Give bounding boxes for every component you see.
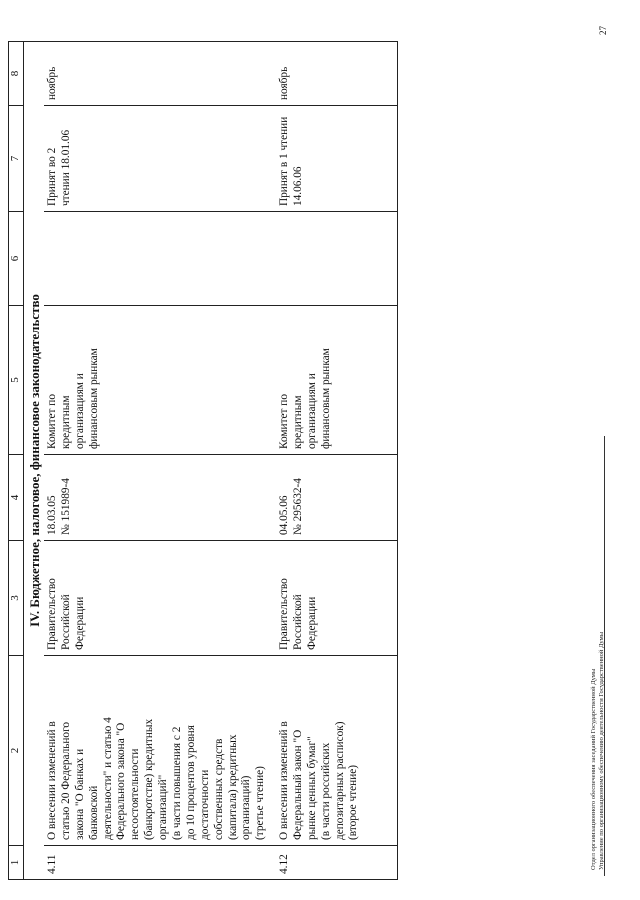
footer-line: Управление по организационному обеспечению деятельности Государственной Думы [598, 631, 606, 870]
initiator: Правительство Российской Федерации [44, 541, 276, 656]
bill-title: О внесении изменений в статью 20 Федерального закона "О банках и банковской деятельности" и статью 4 Федерального закона "О несостоятельности (банкротстве) кредитных организаций" (в части повышения с 2 до 10 процентов уровня достаточности собственных средств (капитала) кредитных организаций) (третье чтение) [44, 656, 276, 846]
page-number: 27 [598, 26, 608, 35]
month: ноябрь [276, 42, 398, 106]
column-number: 4 [9, 455, 24, 541]
column-number: 6 [9, 212, 24, 306]
legislation-table [8, 41, 398, 880]
column-number: 7 [9, 106, 24, 212]
date-and-number: 04.05.06 № 295632-4 [276, 455, 398, 541]
table-row [44, 42, 276, 880]
committee: Комитет по кредитным организациям и финансовым рынкам [44, 306, 276, 455]
column-number: 8 [9, 42, 24, 106]
row-number: 4.11 [44, 846, 276, 880]
status: Принят в 1 чтении 14.06.06 [276, 106, 398, 212]
column-6 [276, 212, 398, 306]
section-title: IV. Бюджетное, налоговое, финансовое законодательство [24, 42, 44, 880]
footer-rule [604, 436, 605, 876]
bill-title: О внесении изменений в Федеральный закон "О рынке ценных бумаг" (в части российских депозитарных расписок) (второе чтение) [276, 656, 398, 846]
footer-line: Отдел организационного обеспечения заседаний Государственной Думы [590, 668, 597, 870]
column-number-row [9, 42, 24, 880]
table-row [276, 42, 398, 880]
column-number: 1 [9, 846, 24, 880]
column-number: 2 [9, 656, 24, 846]
status: Принят во 2 чтении 18.01.06 [44, 106, 276, 212]
column-number: 3 [9, 541, 24, 656]
month: ноябрь [44, 42, 276, 106]
column-number: 5 [9, 306, 24, 455]
column-6 [44, 212, 276, 306]
date-and-number: 18.03.05 № 151989-4 [44, 455, 276, 541]
section-row [24, 42, 44, 880]
initiator: Правительство Российской Федерации [276, 541, 398, 656]
row-number: 4.12 [276, 846, 398, 880]
committee: Комитет по кредитным организациям и финансовым рынкам [276, 306, 398, 455]
